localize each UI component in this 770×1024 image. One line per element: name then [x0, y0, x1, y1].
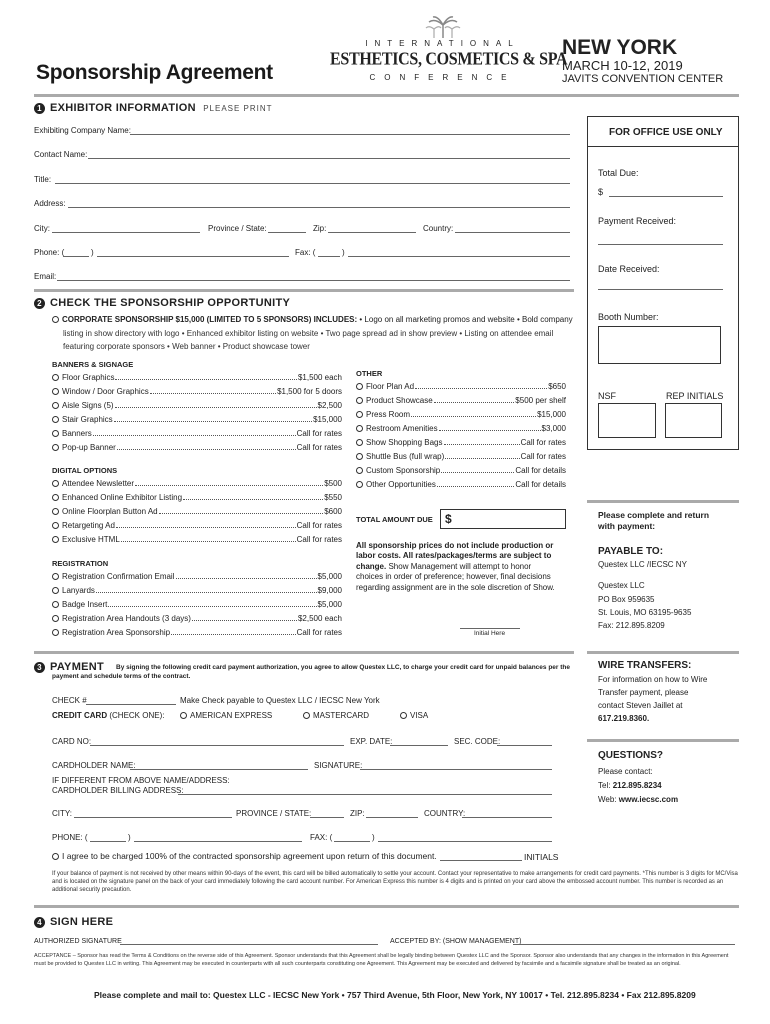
questions-heading: QUESTIONS? — [598, 750, 664, 761]
date-received-label: Date Received: — [598, 264, 660, 274]
billing-fax-label: FAX: ( — [310, 833, 333, 842]
radio-circle-icon[interactable] — [52, 629, 59, 636]
radio-circle-icon[interactable] — [52, 374, 59, 381]
accepted-by-field[interactable] — [513, 944, 735, 945]
acceptance-text: ACCEPTANCE – Sponsor has read the Terms & Conditions on the reverse side of this Agreement. Sponsor understands that this Agreement shall be legally binding between Questex LLC and the Sponsor. Sponsor also understands that any changes in the information in this Agreement must be provided to Questex LLC in writing. This Agreement may be executed in counterparts with all such counterparts constituting one Agreement. This Agreement may be executed and delivered by facsimile and a facsimile signature shall be treated as an original. — [34, 953, 729, 967]
page-title: Sponsorship Agreement — [36, 61, 273, 84]
exp-date-field[interactable] — [390, 745, 448, 746]
payable-heading: PAYABLE TO: — [598, 546, 664, 557]
radio-circle-icon[interactable] — [180, 712, 187, 719]
billing-country-label: COUNTRY: — [424, 809, 466, 818]
card-number-field[interactable] — [90, 745, 344, 746]
amex-option[interactable]: AMERICAN EXPRESS — [180, 712, 272, 720]
address-label: Address: — [34, 199, 66, 208]
list-item[interactable]: Lanyards $9,000 — [52, 587, 342, 595]
list-item[interactable]: Floor Graphics $1,500 each — [52, 374, 342, 382]
conference-logo — [330, 16, 568, 88]
payment-received-field[interactable] — [598, 244, 723, 245]
check-label: CHECK # — [52, 696, 87, 705]
event-venue: JAVITS CONVENTION CENTER — [562, 73, 724, 85]
radio-circle-icon[interactable] — [356, 397, 363, 404]
card-signature-field[interactable] — [360, 769, 552, 770]
radio-circle-icon[interactable] — [52, 430, 59, 437]
office-divider — [588, 146, 738, 147]
authorized-signature-field[interactable] — [120, 944, 378, 945]
list-item[interactable]: Registration Area Sponsorship Call for rates — [52, 629, 342, 637]
radio-circle-icon[interactable] — [52, 522, 59, 529]
booth-number-field[interactable] — [598, 326, 721, 364]
email-field[interactable] — [57, 280, 570, 281]
phone-label: Phone: ( — [34, 248, 65, 257]
billing-province-field[interactable] — [310, 817, 344, 818]
exp-date-label: EXP. DATE: — [350, 737, 393, 746]
sponsorship-heading: 2 CHECK THE SPONSORSHIP OPPORTUNITY — [34, 298, 290, 309]
billing-city-label: CITY: — [52, 809, 73, 818]
radio-circle-icon[interactable] — [52, 416, 59, 423]
address-line: PO Box 959635 — [598, 595, 655, 604]
radio-circle-icon[interactable] — [356, 467, 363, 474]
footer-mailing: Please complete and mail to: Questex LLC - IECSC New York • 757 Third Avenue, 5th Floor, New York, NY 10017 • Tel. 212.895.8234 • Fax 212.895.8209 — [94, 990, 696, 1000]
billing-zip-field[interactable] — [366, 817, 418, 818]
corporate-sponsorship-option[interactable]: CORPORATE SPONSORSHIP $15,000 (LIMITED TO 5 SPONSORS) INCLUDES: • Logo on all marketing promos and website • Bold company — [52, 316, 573, 324]
radio-circle-icon[interactable] — [52, 402, 59, 409]
list-item[interactable]: Registration Area Handouts (3 days) $2,500 each — [52, 615, 342, 623]
billing-city-field[interactable] — [74, 817, 232, 818]
nsf-field[interactable] — [598, 403, 656, 438]
sec-code-label: SEC. CODE: — [454, 737, 501, 746]
province-label: Province / State: — [208, 224, 267, 233]
company-label: Exhibiting Company Name: — [34, 126, 131, 135]
radio-circle-icon[interactable] — [356, 481, 363, 488]
list-item[interactable]: Attendee Newsletter $500 — [52, 480, 342, 488]
list-item[interactable]: Pop-up Banner Call for rates — [52, 444, 342, 452]
total-amount-label: TOTAL AMOUNT DUE — [356, 515, 433, 524]
radio-circle-icon[interactable] — [356, 439, 363, 446]
divider — [587, 651, 739, 654]
title-field[interactable] — [55, 183, 570, 184]
logo-bottom-text: CONFERENCE — [369, 73, 516, 82]
logo-main-text: ESTHETICS, COSMETICS & SPA — [330, 49, 568, 70]
radio-circle-icon[interactable] — [52, 494, 59, 501]
banners-list — [52, 374, 342, 458]
province-field[interactable] — [268, 232, 306, 233]
billing-country-field[interactable] — [462, 817, 552, 818]
sign-heading: 4 SIGN HERE — [34, 917, 113, 928]
radio-circle-icon[interactable] — [52, 444, 59, 451]
payment-received-label: Payment Received: — [598, 216, 677, 226]
country-field[interactable] — [455, 232, 570, 233]
please-contact: Please contact: — [598, 767, 653, 776]
wire-text: contact Steven Jaillet at — [598, 701, 683, 710]
other-list — [356, 383, 566, 495]
list-item[interactable]: Custom Sponsorship Call for details — [356, 467, 566, 475]
address-field[interactable] — [68, 207, 570, 208]
payment-intro: By signing the following credit card payment authorization, you agree to allow Questex LLC, to charge your credit card for unpaid balances per the payment and schedule terms of the contract. — [52, 664, 570, 680]
radio-circle-icon[interactable] — [52, 536, 59, 543]
rep-initials-field[interactable] — [665, 403, 722, 438]
radio-circle-icon[interactable] — [52, 615, 59, 622]
radio-circle-icon[interactable] — [52, 601, 59, 608]
billing-address-field[interactable] — [178, 794, 552, 795]
billing-fax-field[interactable] — [378, 841, 552, 842]
divider — [34, 289, 574, 292]
billing-phone-label: PHONE: ( — [52, 833, 88, 842]
fax-close: ) — [342, 248, 345, 257]
sec-code-field[interactable] — [497, 745, 552, 746]
radio-circle-icon[interactable] — [303, 712, 310, 719]
address-line: St. Louis, MO 63195-9635 — [598, 608, 692, 617]
check-note: Make Check payable to Questex LLC / IECSC New York — [180, 696, 380, 705]
billing-fax-area-field[interactable] — [334, 841, 370, 842]
nsf-label: NSF — [598, 391, 616, 401]
accepted-by-label: ACCEPTED BY: (SHOW MANAGEMENT) — [390, 938, 522, 945]
list-item[interactable]: Aisle Signs (5) $2,500 — [52, 402, 342, 410]
billing-phone-field[interactable] — [134, 841, 302, 842]
company-field[interactable] — [130, 134, 570, 135]
section-number: 2 — [34, 298, 45, 309]
banners-heading: BANNERS & SIGNAGE — [52, 360, 134, 369]
list-item[interactable]: Restroom Amenities $3,000 — [356, 425, 566, 433]
credit-card-label: CREDIT CARD (CHECK ONE): — [52, 711, 165, 720]
total-due-dollar: $ — [598, 187, 604, 197]
payable-name: Questex LLC /IECSC NY — [598, 560, 687, 569]
wire-text: 617.219.8360. — [598, 714, 650, 723]
rep-initials-label: REP INITIALS — [666, 391, 724, 401]
list-item[interactable]: Registration Confirmation Email $5,000 — [52, 573, 342, 581]
card-no-label: CARD NO: — [52, 737, 92, 746]
list-item[interactable]: Enhanced Online Exhibitor Listing $550 — [52, 494, 342, 502]
fax-field[interactable] — [348, 256, 570, 257]
total-due-label: Total Due: — [598, 168, 639, 178]
radio-circle-icon[interactable] — [356, 453, 363, 460]
list-item[interactable]: Press Room $15,000 — [356, 411, 566, 419]
contact-field[interactable] — [88, 158, 570, 159]
section-number: 3 — [34, 662, 45, 673]
check-number-field[interactable] — [86, 704, 176, 705]
divider — [34, 94, 739, 97]
wire-heading: WIRE TRANSFERS: — [598, 660, 692, 671]
wire-text: Transfer payment, please — [598, 688, 689, 697]
list-item[interactable]: Stair Graphics $15,000 — [52, 416, 342, 424]
list-item[interactable]: Badge Insert $5,000 — [52, 601, 342, 609]
radio-circle-icon[interactable] — [52, 587, 59, 594]
contact-web[interactable]: Web: www.iecsc.com — [598, 795, 679, 804]
cardholder-field[interactable] — [130, 769, 308, 770]
divider — [34, 651, 574, 654]
registration-list — [52, 573, 342, 643]
radio-circle-icon[interactable] — [52, 853, 59, 860]
list-item[interactable]: Floor Plan Ad $650 — [356, 383, 566, 391]
payment-fine-print: If your balance of payment is not received by other means within 90-days of the event, this card will be billed automatically to settle your account. Contact your representative to make arrangements for credit card payments. *This number is 3 digits for MC/Visa and is located on the signature panel on the back of your card immediately following the card account number. For American Express this number is 4 digits and is printed on your card above the embossed account number. This number is recorded as an additional security precaution. — [52, 871, 738, 893]
total-amount-dollar: $ — [445, 512, 452, 526]
exhibitor-heading: 1 EXHIBITOR INFORMATION PLEASE PRINT — [34, 103, 273, 114]
palm-tree-icon — [423, 16, 463, 38]
list-item[interactable]: Banners Call for rates — [52, 430, 342, 438]
billing-address-label: CARDHOLDER BILLING ADDRESS: — [52, 786, 184, 795]
payment-heading: 3 PAYMENT — [34, 662, 104, 673]
logo-top-text: INTERNATIONAL — [365, 39, 520, 48]
radio-circle-icon[interactable] — [52, 573, 59, 580]
fax-label: Fax: ( — [295, 248, 316, 257]
divider — [34, 905, 739, 908]
zip-field[interactable] — [328, 232, 416, 233]
divider — [587, 500, 739, 503]
address-line: Fax: 212.895.8209 — [598, 621, 665, 630]
contact-label: Contact Name: — [34, 150, 88, 159]
radio-circle-icon[interactable] — [52, 480, 59, 487]
city-label: City: — [34, 224, 50, 233]
digital-list — [52, 480, 342, 550]
billing-province-label: PROVINCE / STATE: — [236, 809, 312, 818]
section-number: 1 — [34, 103, 45, 114]
booth-number-label: Booth Number: — [598, 312, 659, 322]
phone-close: ) — [91, 248, 94, 257]
corporate-description: listing in show directory with logo • Enhanced exhibitor listing on website • Two page spread ad in show preview • Listing on attendee email — [63, 329, 554, 338]
total-due-field[interactable] — [609, 196, 723, 197]
list-item[interactable]: Window / Door Graphics $1,500 for 5 doors — [52, 388, 342, 396]
contact-tel: Tel: 212.895.8234 — [598, 781, 662, 790]
initial-here-label: Initial Here — [474, 630, 506, 637]
fax-area-field[interactable] — [318, 256, 340, 257]
mastercard-option[interactable]: MASTERCARD — [303, 712, 369, 720]
divider — [587, 739, 739, 742]
return-instructions: Please complete and return with payment: — [598, 510, 710, 532]
other-heading: OTHER — [356, 369, 383, 378]
billing-fax-close: ) — [372, 833, 375, 842]
radio-circle-icon[interactable] — [52, 388, 59, 395]
corporate-description: featuring corporate sponsors • Web banner • Product showcase tower — [63, 342, 310, 351]
agree-initials-field[interactable] — [440, 860, 522, 861]
radio-circle-icon[interactable] — [400, 712, 407, 719]
initials-label: INITIALS — [524, 852, 559, 862]
billing-phone-close: ) — [128, 833, 131, 842]
event-city: NEW YORK — [562, 36, 678, 59]
billing-phone-area-field[interactable] — [90, 841, 126, 842]
radio-circle-icon[interactable] — [356, 411, 363, 418]
cardholder-label: CARDHOLDER NAME: — [52, 761, 136, 770]
office-use-heading: FOR OFFICE USE ONLY — [609, 127, 723, 138]
city-field[interactable] — [52, 232, 200, 233]
digital-heading: DIGITAL OPTIONS — [52, 466, 118, 475]
registration-heading: REGISTRATION — [52, 559, 109, 568]
list-item[interactable]: Product Showcase $500 per shelf — [356, 397, 566, 405]
radio-circle-icon[interactable] — [52, 316, 59, 323]
phone-area-field[interactable] — [63, 256, 89, 257]
country-label: Country: — [423, 224, 454, 233]
list-item[interactable]: Online Floorplan Button Ad $600 — [52, 508, 342, 516]
list-item[interactable]: Exclusive HTML Call for rates — [52, 536, 342, 544]
signature-label: SIGNATURE: — [314, 761, 363, 770]
address-line: Questex LLC — [598, 581, 645, 590]
radio-circle-icon[interactable] — [356, 383, 363, 390]
list-item[interactable]: Show Shopping Bags Call for rates — [356, 439, 566, 447]
list-item[interactable]: Retargeting Ad Call for rates — [52, 522, 342, 530]
visa-option[interactable]: VISA — [400, 712, 428, 720]
authorized-signature-label: AUTHORIZED SIGNATURE — [34, 938, 122, 945]
title-label: Title: — [34, 175, 52, 184]
if-different-label: IF DIFFERENT FROM ABOVE NAME/ADDRESS: — [52, 776, 230, 785]
zip-label: Zip: — [313, 224, 327, 233]
list-item[interactable]: Other Opportunities Call for details — [356, 481, 566, 489]
total-amount-field[interactable] — [440, 509, 566, 529]
radio-circle-icon[interactable] — [52, 508, 59, 515]
agree-checkbox[interactable]: I agree to be charged 100% of the contracted sponsorship agreement upon return of this document. — [52, 852, 437, 861]
wire-text: For information on how to Wire — [598, 675, 708, 684]
pricing-note: All sponsorship prices do not include production or labor costs. All rates/packages/terms are subject to change. Show Management will attempt to honor choices in order of preference; however, final decisions regarding assignment are in the sole discretion of Show. — [356, 541, 555, 592]
billing-zip-label: ZIP: — [350, 809, 365, 818]
radio-circle-icon[interactable] — [356, 425, 363, 432]
phone-field[interactable] — [97, 256, 289, 257]
section-number: 4 — [34, 917, 45, 928]
date-received-field[interactable] — [598, 289, 723, 290]
email-label: Email: — [34, 272, 57, 281]
list-item[interactable]: Shuttle Bus (full wrap) Call for rates — [356, 453, 566, 461]
event-dates: MARCH 10-12, 2019 — [562, 58, 683, 73]
initial-field[interactable] — [460, 628, 520, 629]
